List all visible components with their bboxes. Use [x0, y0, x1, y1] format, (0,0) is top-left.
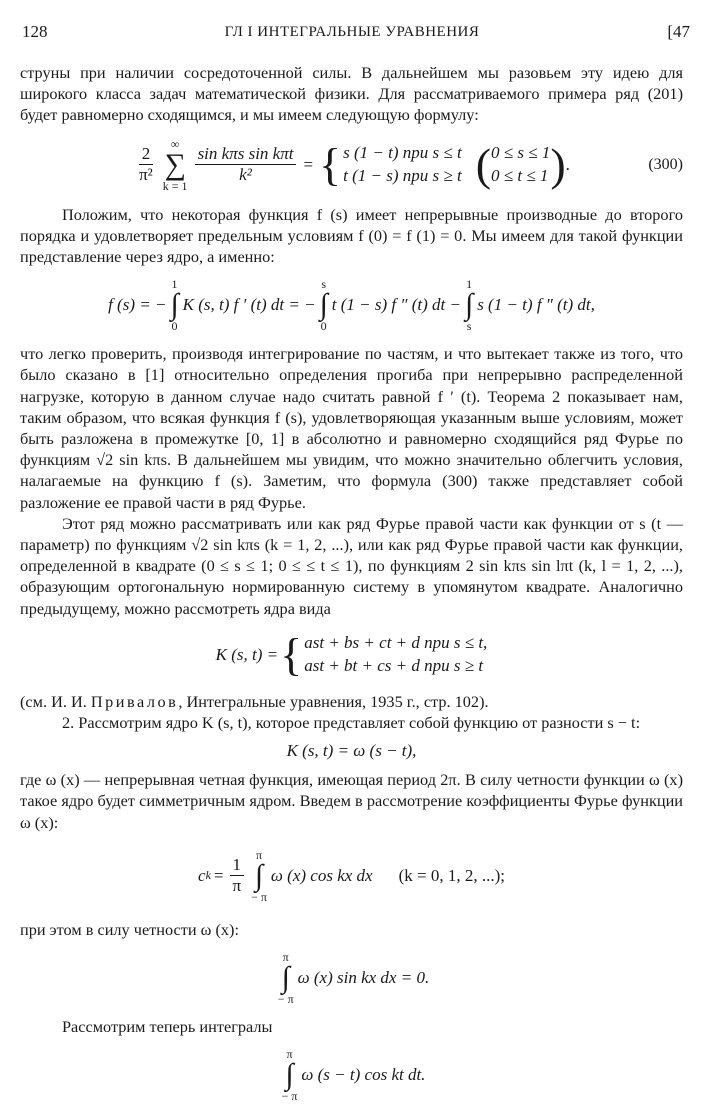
page-number: 128: [22, 22, 48, 41]
paragraph-5: (см. И. И. Привалов, Интегральные уравнения, 1935 г., стр. 102).: [20, 691, 489, 711]
integral: π ∫ − π: [277, 950, 294, 1007]
formula-cosine-integral: π ∫ − π ω (s − t) cos kt dt.: [281, 1047, 426, 1104]
page-body: [20, 62, 683, 1113]
integral-2: s ∫ 0: [319, 277, 328, 334]
author-name: Привалов: [90, 691, 179, 711]
fraction-1-over-pi: $\frac{1}{\pi}$: [229, 855, 244, 897]
running-title: ГЛ I ИНТЕГРАЛЬНЫЕ УРАВНЕНИЯ: [224, 24, 480, 40]
cases: ast + bs + ct + d при s ≤ t, ast + bt + cs + d при s ≥ t: [304, 632, 488, 675]
series-term: $\frac{\text{sin kπs sin kπt}}{\text{k²}}$: [195, 144, 297, 186]
paragraph-2: Положим, что некоторая функция f (s) имеет непрерывные производные до второго порядка и удовлетворяет предельным условиям f (0) = f (1) = 0. Мы имеем для такой функции представление через ядро, а именно:: [20, 204, 683, 267]
paragraph-9: Рассмотрим теперь интегралы: [62, 1017, 273, 1037]
paragraph-4: Этот ряд можно рассматривать или как ряд Фурье правой части как функции от s (t — параметр) по функциям √2 sin kπs (k = 1, 2, ...), или как ряд Фурье правой части как функции, определенной в квадрате (0 ≤ s ≤ 1; 0 ≤ ≤ t ≤ 1), по функциям 2 sin kπs sin lπt (k, l = 1, 2, ...), образующим ортогональную нормированную систему в упомянутом квадрате. Аналогично предыдущему, можно рассмотреть ядра вида: [20, 513, 683, 618]
left-brace: {: [280, 628, 303, 680]
fraction-2-over-pi2: $\frac{2}{\text{π²}}$: [139, 143, 153, 185]
paragraph-7: где ω (x) — непрерывная четная функция, имеющая период 2π. В силу четности функции ω (x) такое ядро будет симметричным ядром. Введем в рассмотрение коэффициенты Фурье функции ω (x):: [20, 770, 683, 832]
conditions: 0 ≤ s ≤ 1 0 ≤ t ≤ 1: [491, 142, 551, 185]
paragraph-1: струны при наличии сосредоточенной силы. В дальнейшем мы разовьем эту идею для широкого класса задач математической физики. Для рассматриваемого примера ряд (201) будет равномерно сходящимся, и мы имеем следующую формулу:: [20, 63, 683, 125]
formula-difference-kernel: K (s, t) = ω (s − t),: [286, 741, 417, 761]
equation-label: (300): [648, 155, 683, 173]
integral-1: 1 ∫ 0: [170, 277, 179, 334]
paragraph-6: 2. Рассмотрим ядро K (s, t), которое представляет собой функцию от разности s − t:: [62, 713, 641, 733]
sum-sign: ∞ ∑ k = 1: [162, 136, 188, 193]
formula-representation: f (s) = − 1 ∫ 0 K (s, t) f ′ (t) dt = − s ∫ 0 t (1 − s) f ″ (t) dt − 1 ∫ s s (1 − t) f ″ (t) dt,: [108, 277, 595, 334]
paragraph-3: что легко проверить, производя интегрирование по частям, и что вытекает также из того, что было сказано в [1] относительно определения прогиба при непрерывно распределенной нагрузке, которую в данном случае надо считать равной f ′ (t). Теорема 2 показывает нам, таким образом, что всякая функция f (s), удовлетворяющая указанным выше условиям, может быть разложена в промежутке [0, 1] в абсолютно и равномерно сходящийся ряд Фурье по функциям √2 sin kπs. В дальнейшем мы увидим, что можно значительно облегчить условия, налагаемые на функцию f (s). Заметим, что формула (300) также представляет собой разложение ее правой части в ряд Фурье.: [20, 344, 683, 512]
formula-fourier-coefficients: c k = $\frac{1}{\pi}$ π ∫ − π ω (x) cos kx dx (k = 0, 1, 2, ...);: [198, 847, 505, 904]
paragraph-8: при этом в силу четности ω (x):: [20, 919, 239, 939]
cases: s (1 − t) при s ≤ t t (1 − s) при s ≥ t: [343, 142, 462, 185]
integral-3: 1 ∫ s: [464, 277, 474, 334]
running-header: [14, 22, 690, 48]
section-mark: [47: [667, 22, 690, 41]
integral: π ∫ − π: [281, 1047, 298, 1104]
formula-sine-integral: π ∫ − π ω (x) sin kx dx = 0.: [277, 950, 430, 1007]
formula-300: $\frac{2}{\text{π²}}$ ∞ ∑ k = 1 $\frac{\text{sin kπs sin kπt}}{\text{k²}}$ = { s (1 − t) при s ≤ t t (1 − s) при s ≥ t ( 0 ≤ s ≤ 1 0 ≤ t ≤ 1 ) . (300): [20, 126, 683, 204]
integral: π ∫ − π: [251, 847, 267, 904]
left-brace: {: [319, 138, 342, 190]
formula-kernel-cases: K (s, t) = { ast + bs + ct + d при s ≤ t, ast + bt + cs + d при s ≥ t: [215, 628, 488, 680]
